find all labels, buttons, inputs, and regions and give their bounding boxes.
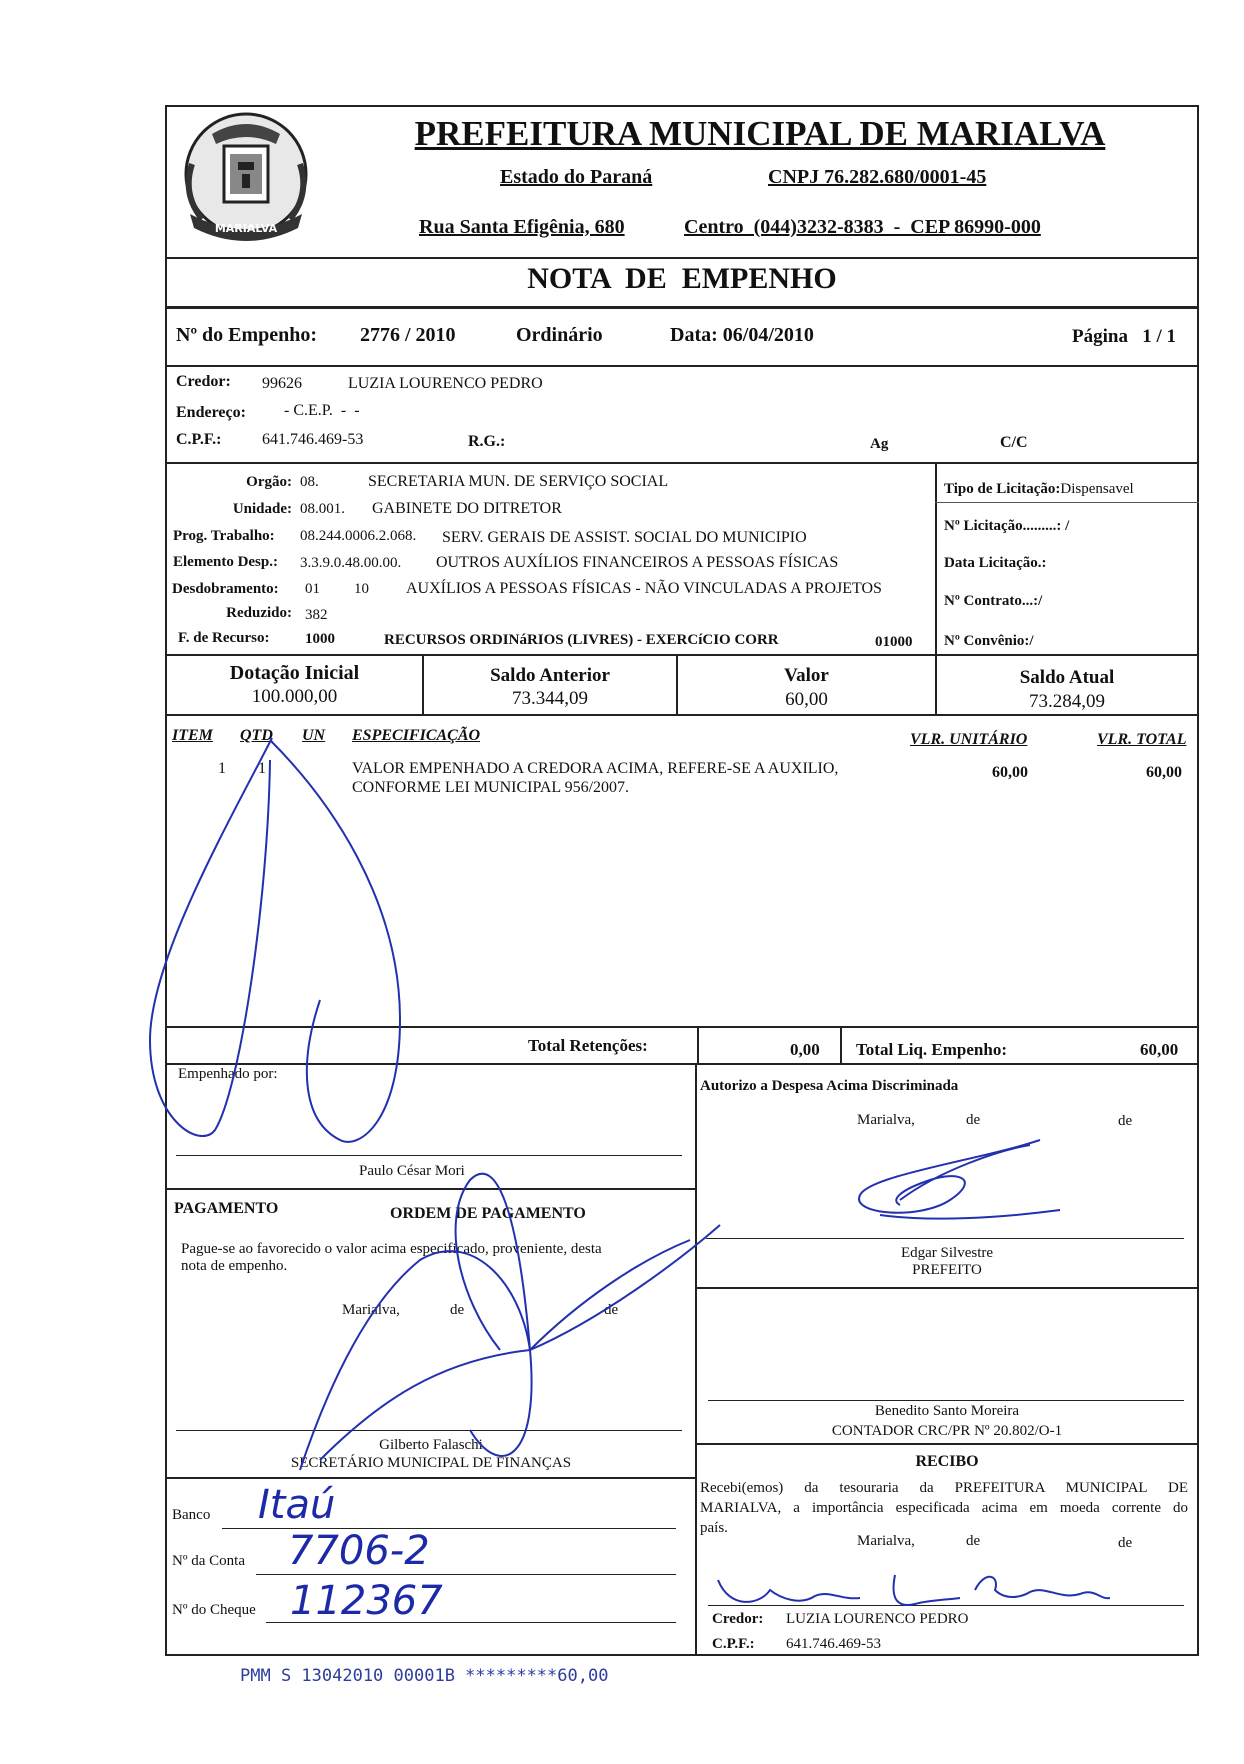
cash-register-stamp: PMM S 13042010 00001B *********60,00: [240, 1666, 609, 1686]
credor-signature: [975, 1577, 1110, 1598]
ag-label: Ag: [870, 436, 889, 452]
valor-value: 60,00: [785, 689, 828, 710]
numero-convenio: Nº Convênio:/: [944, 633, 1034, 649]
secretario-role: SECRETÁRIO MUNICIPAL DE FINANÇAS: [290, 1455, 572, 1471]
pagamento-de2: de: [604, 1302, 619, 1318]
desdobramento-code1: 01: [305, 581, 320, 597]
total-retencoes-value: 0,00: [790, 1040, 820, 1059]
recibo-text-line3: país.: [700, 1520, 728, 1536]
recibo-cpf-value: 641.746.469-53: [786, 1636, 881, 1652]
desdobramento-label: Desdobramento:: [172, 581, 279, 597]
desdobramento-name: AUXÍLIOS A PESSOAS FÍSICAS - NÃO VINCULADAS A PROJETOS: [406, 580, 882, 597]
secretario-name: Gilberto Falaschi: [379, 1437, 483, 1453]
street-address: Rua Santa Efigênia, 680: [419, 216, 625, 238]
recibo-text-line1: Recebi(emos) da tesouraria da PREFEITURA MUNICIPAL DE: [700, 1480, 1188, 1496]
orgao-code: 08.: [300, 474, 319, 490]
saldo-atual-value: 73.284,09: [1029, 691, 1105, 712]
elemento-label: Elemento Desp.:: [173, 554, 278, 570]
elemento-code: 3.3.9.0.48.00.00.: [300, 555, 402, 571]
endereco-value: - C.E.P. - -: [284, 402, 360, 419]
cpf-label: C.P.F.:: [176, 431, 222, 448]
empenhado-name: Paulo César Mori: [359, 1163, 465, 1179]
recibo-city: Marialva,: [857, 1533, 915, 1549]
page-number: Página 1 / 1: [1072, 326, 1176, 347]
desdobramento-code2: 10: [354, 581, 369, 597]
cnpj: CNPJ 76.282.680/0001-45: [768, 166, 987, 188]
col-especificacao: ESPECIFICAÇÃO: [352, 727, 481, 744]
secretario-signature: [300, 1251, 530, 1470]
conta-label: Nº da Conta: [172, 1553, 245, 1569]
empenho-number-label: Nº do Empenho:: [176, 324, 318, 346]
recibo-credor-label: Credor:: [712, 1611, 764, 1627]
contact-info: Centro (044)3232-8383 - CEP 86990-000: [684, 216, 1041, 238]
prog-code: 08.244.0006.2.068.: [300, 528, 417, 544]
saldo-anterior-value: 73.344,09: [512, 688, 588, 709]
col-item: ITEM: [172, 727, 213, 744]
secretario-signature: [530, 1240, 690, 1350]
prefeito-signature: [859, 1140, 1040, 1213]
credor-label: Credor:: [176, 373, 231, 390]
recibo-de1: de: [966, 1533, 981, 1549]
pagamento-text-line1: Pague-se ao favorecido o valor acima especificado, proveniente, desta: [181, 1241, 602, 1257]
dotacao-value: 100.000,00: [251, 686, 338, 707]
item-desc-line1: VALOR EMPENHADO A CREDORA ACIMA, REFERE-SE A AUXILIO,: [352, 760, 839, 777]
autorizo-label: Autorizo a Despesa Acima Discriminada: [700, 1078, 959, 1094]
autorizo-de2: de: [1118, 1113, 1133, 1129]
item-number: 1: [218, 760, 226, 777]
elemento-name: OUTROS AUXÍLIOS FINANCEIROS A PESSOAS FÍSICAS: [436, 554, 839, 571]
cheque-label: Nº do Cheque: [172, 1602, 256, 1618]
tipo-licitacao-label: Tipo de Licitação:: [944, 481, 1061, 497]
unidade-name: GABINETE DO DITRETOR: [372, 500, 562, 517]
saldo-anterior-label: Saldo Anterior: [490, 665, 610, 686]
total-liquido-value: 60,00: [1140, 1040, 1179, 1059]
col-vlr-unitario: VLR. UNITÁRIO: [910, 731, 1028, 748]
scribble-stroke: [150, 738, 272, 1136]
credor-name: LUZIA LOURENCO PEDRO: [348, 375, 543, 392]
credor-signature: [718, 1580, 860, 1602]
prefeito-signature: [880, 1210, 1060, 1219]
cc-label: C/C: [1000, 434, 1028, 451]
recibo-text-line2: MARIALVA, a importância especificada acima em moeda corrente do: [700, 1500, 1188, 1516]
numero-contrato: Nº Contrato...:/: [944, 593, 1043, 609]
ordem-pagamento-label: ORDEM DE PAGAMENTO: [390, 1205, 586, 1222]
prog-name: SERV. GERAIS DE ASSIST. SOCIAL DO MUNICIPIO: [442, 529, 807, 546]
unidade-label: Unidade:: [232, 501, 292, 517]
fonte-number: 01000: [875, 634, 913, 650]
recibo-de2: de: [1118, 1535, 1133, 1551]
pagamento-city: Marialva,: [342, 1302, 400, 1318]
fonte-label: F. de Recurso:: [178, 630, 270, 646]
recibo-label: RECIBO: [915, 1453, 979, 1470]
prefeito-signature: [900, 1145, 1030, 1200]
saldo-atual-label: Saldo Atual: [1019, 667, 1115, 688]
empenho-number: 2776 / 2010: [360, 324, 456, 346]
empenho-type: Ordinário: [516, 324, 603, 346]
col-un: UN: [302, 727, 326, 744]
item-vlr-unitario: 60,00: [992, 764, 1028, 781]
fonte-code: 1000: [305, 631, 335, 647]
rg-label: R.G.:: [468, 433, 506, 450]
contador-role: CONTADOR CRC/PR Nº 20.802/O-1: [831, 1423, 1063, 1439]
prefeito-name: Edgar Silvestre: [900, 1245, 994, 1261]
state-name: Estado do Paraná: [500, 166, 653, 188]
unidade-code: 08.001.: [300, 501, 345, 517]
prefeito-role: PREFEITO: [912, 1262, 982, 1278]
crest-text: MARIALVA: [214, 222, 278, 235]
numero-licitacao: Nº Licitação.........: /: [944, 518, 1070, 534]
recibo-cpf-label: C.P.F.:: [712, 1636, 755, 1652]
banco-label: Banco: [172, 1507, 211, 1523]
credor-code: 99626: [262, 375, 302, 392]
fonte-name: RECURSOS ORDINáRIOS (LIVRES) - EXERCíCIO CORR: [384, 632, 779, 648]
cheque-handwritten: 112367: [290, 1578, 443, 1624]
banco-handwritten: Itaú: [258, 1482, 336, 1528]
pagamento-label: PAGAMENTO: [174, 1200, 279, 1217]
pagamento-text-line2: nota de empenho.: [181, 1258, 288, 1274]
credor-signature: [894, 1575, 960, 1605]
col-vlr-total: VLR. TOTAL: [1097, 731, 1187, 748]
conta-handwritten: 7706-2: [288, 1528, 430, 1574]
orgao-label: Orgão:: [246, 474, 292, 490]
recibo-credor-name: LUZIA LOURENCO PEDRO: [786, 1611, 969, 1627]
item-desc-line2: CONFORME LEI MUNICIPAL 956/2007.: [352, 779, 630, 796]
scribble-stroke: [270, 740, 400, 1142]
prog-label: Prog. Trabalho:: [173, 528, 275, 544]
orgao-name: SECRETARIA MUN. DE SERVIÇO SOCIAL: [368, 473, 669, 490]
empenhado-label: Empenhado por:: [178, 1066, 278, 1082]
contador-name: Benedito Santo Moreira: [874, 1403, 1020, 1419]
data-licitacao: Data Licitação.:: [944, 555, 1047, 571]
total-liquido-label: Total Liq. Empenho:: [856, 1040, 1007, 1059]
item-vlr-total: 60,00: [1146, 764, 1182, 781]
col-qtd: QTD: [240, 727, 273, 744]
cpf-value: 641.746.469-53: [262, 431, 364, 448]
autorizo-city: Marialva,: [857, 1112, 915, 1128]
pagamento-de1: de: [450, 1302, 465, 1318]
endereco-label: Endereço:: [176, 404, 246, 421]
tipo-licitacao-value: Dispensavel: [1060, 481, 1134, 497]
page-title: PREFEITURA MUNICIPAL DE MARIALVA: [414, 114, 1106, 153]
item-qtd: 1: [258, 760, 266, 777]
empenho-date: Data: 06/04/2010: [670, 324, 814, 346]
reduzido-label: Reduzido:: [226, 605, 292, 621]
dotacao-label: Dotação Inicial: [229, 662, 360, 684]
total-retencoes-label: Total Retenções:: [528, 1036, 648, 1055]
document-title: NOTA DE EMPENHO: [527, 262, 837, 295]
reduzido-code: 382: [305, 607, 328, 623]
valor-label: Valor: [784, 665, 829, 686]
autorizo-de1: de: [966, 1112, 981, 1128]
